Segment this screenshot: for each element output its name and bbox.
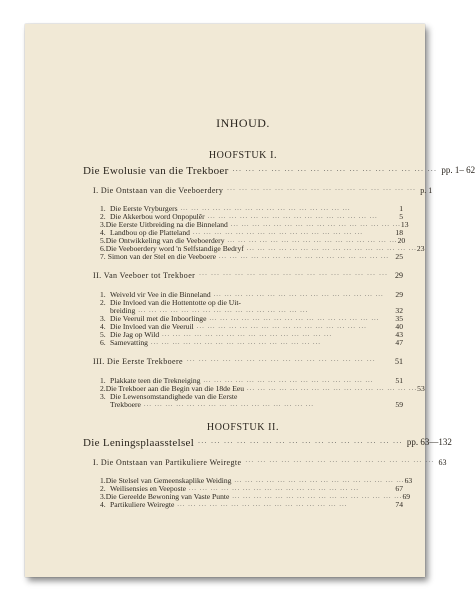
- toc-entry: 2. Die Trekboer aan die Begin van die 18de Eeu ... ... ... ... ... ... ... ... ... ... ... ... ... ... ... ... 53: [100, 384, 425, 393]
- toc-entry: 7. Simon van der Stel en die Veeboere ... ... ... ... ... ... ... ... ... ... ... ... ... ... ... ... 25: [100, 252, 403, 261]
- section-heading-1: I. Die Ontstaan van die Veeboerdery ... ... ... ... ... ... ... ... ... ... ... ... ... ... ... ... p. 1: [93, 186, 433, 195]
- page-title: INHOUD.: [216, 116, 270, 130]
- chapter-heading-1: HOOFSTUK I.: [208, 150, 278, 161]
- toc-entry: 6. Die Veeboerdery word 'n Selfstandige Bedryf ... ... ... ... ... ... ... ... ... ... ... ... ... ... ... ... 23: [100, 244, 425, 253]
- chapter-heading-2: HOOFSTUK II.: [206, 422, 280, 433]
- dot-leader: ... ... ... ... ... ... ... ... ... ... ... ... ... ... ... ...: [198, 437, 403, 445]
- toc-entry: 2. Die Invloed van die Hottentotte op die Uit- breiding ... ... ... ... ... ... ... ... ... ... ... ... ... ... ... ... 32: [100, 298, 403, 315]
- part-title-text: Die Leningsplaasstelsel: [83, 437, 195, 449]
- toc-entry: 3. Die Veeruil met die Inboorlinge ... ... ... ... ... ... ... ... ... ... ... ... ... ... ... ... 35: [100, 314, 403, 323]
- section-heading-4: I. Die Ontstaan van Partikuliere Weiregte ... ... ... ... ... ... ... ... ... ... ... ... ... ... ... ... 63: [93, 458, 447, 467]
- book-page: [25, 24, 475, 577]
- toc-entry: 1. Plakkate teen die Trekneiging ... ... ... ... ... ... ... ... ... ... ... ... ... ... ... ... 51: [100, 376, 403, 385]
- toc-entry: 5. Die Ontwikkeling van die Veeboerdery ... ... ... ... ... ... ... ... ... ... ... ... ... ... ... ... 20: [100, 236, 406, 245]
- part-pages: pp. 63—132: [406, 437, 452, 447]
- toc-entry: 1. Weiveld vir Vee in die Binneland ... ... ... ... ... ... ... ... ... ... ... ... ... ... ... ... 29: [100, 290, 403, 299]
- dot-leader: ... ... ... ... ... ... ... ... ... ... ... ... ... ... ... ...: [232, 165, 438, 173]
- toc-entry: 1. Die Eerste Vryburgers ... ... ... ... ... ... ... ... ... ... ... ... ... ... ... ... 1: [100, 204, 403, 213]
- toc-entry: 5. Die Jag op Wild ... ... ... ... ... ... ... ... ... ... ... ... ... ... ... ... 43: [100, 330, 403, 339]
- part-title-2: [83, 437, 452, 449]
- part-title-text: Die Ewolusie van die Trekboer: [83, 165, 229, 177]
- section-heading-2: II. Van Veeboer tot Trekboer ... ... ... ... ... ... ... ... ... ... ... ... ... ... ... ... 29: [93, 271, 403, 280]
- toc-entry: 3. Die Lewensomstandighede van die Eerste Trekboere ... ... ... ... ... ... ... ... ... ... ... ... ... ... ... ... 59: [100, 392, 403, 409]
- toc-entry: 3. Die Eerste Uitbreiding na die Binneland ... ... ... ... ... ... ... ... ... ... ... ... ... ... ... ... 13: [100, 220, 409, 229]
- part-pages: pp. 1– 62: [441, 165, 475, 175]
- section-heading-3: III. Die Eerste Trekboere ... ... ... ... ... ... ... ... ... ... ... ... ... ... ... ... 51: [93, 357, 403, 366]
- toc-entry: 2. Weilisensies en Veeposte ... ... ... ... ... ... ... ... ... ... ... ... ... ... ... ... 67: [100, 484, 403, 493]
- toc-entry: 1. Die Stelsel van Gemeenskaplike Weiding ... ... ... ... ... ... ... ... ... ... ... ... ... ... ... ... 63: [100, 476, 413, 485]
- toc-entry: 2. Die Akkerbou word Onpopulêr ... ... ... ... ... ... ... ... ... ... ... ... ... ... ... ... 5: [100, 212, 403, 221]
- toc-entry: 4. Landbou op die Platteland ... ... ... ... ... ... ... ... ... ... ... ... ... ... ... ... 18: [100, 228, 403, 237]
- part-title-1: [83, 165, 475, 177]
- toc-entry: 4. Partikuliere Weiregte ... ... ... ... ... ... ... ... ... ... ... ... ... ... ... ... 74: [100, 500, 403, 509]
- toc-entry: 4. Die Invloed van die Veeruil ... ... ... ... ... ... ... ... ... ... ... ... ... ... ... ... 40: [100, 322, 403, 331]
- toc-entry: 6. Samevatting ... ... ... ... ... ... ... ... ... ... ... ... ... ... ... ... 47: [100, 338, 403, 347]
- toc-entry: 3. Die Gereelde Bewoning van Vaste Punte ... ... ... ... ... ... ... ... ... ... ... ... ... ... ... ... 69: [100, 492, 411, 501]
